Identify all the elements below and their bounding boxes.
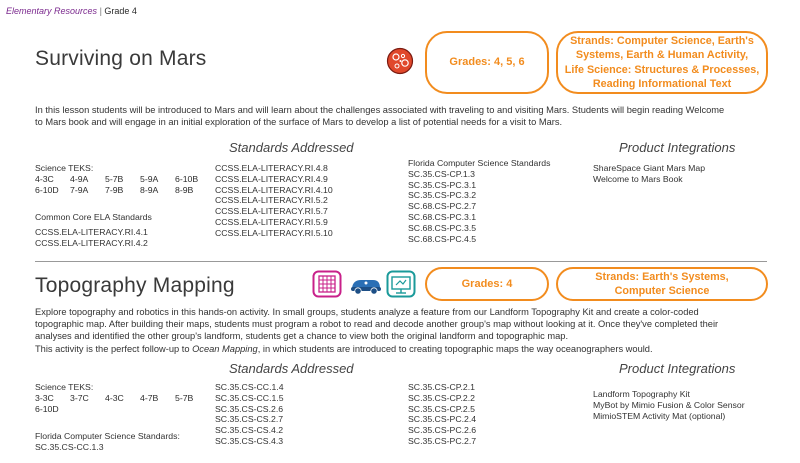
florida-code: SC.35.CS-CP.2.2 bbox=[408, 392, 475, 403]
lesson-title-topography: Topography Mapping bbox=[35, 274, 235, 297]
teks-code: 8-9B bbox=[175, 184, 194, 195]
florida-code: SC.68.CS-PC.2.7 bbox=[408, 201, 477, 212]
ela-label: Common Core ELA Standards bbox=[35, 212, 152, 222]
grade-label: Grade 4 bbox=[104, 6, 137, 16]
florida-label: Florida Computer Science Standards bbox=[408, 158, 551, 168]
strands-badge-topography bbox=[556, 267, 768, 301]
standards-heading-mars: Standards Addressed bbox=[229, 140, 354, 155]
strands-line: Strands: Computer Science, Earth's bbox=[570, 35, 754, 48]
grades-badge-topography: Grades: 4 bbox=[425, 267, 549, 301]
teks-label: Science TEKS: bbox=[35, 163, 94, 173]
brand-label: Elementary Resources bbox=[6, 6, 98, 16]
teks-code: 6-10D bbox=[35, 184, 59, 195]
ela-code: CCSS.ELA-LITERACY.RI.5.7 bbox=[215, 206, 328, 217]
lesson-description-mars bbox=[35, 104, 775, 128]
description-text: This activity is the perfect follow-up to bbox=[35, 343, 193, 354]
strands-line: Systems, Earth & Human Activity, bbox=[575, 49, 749, 62]
ela-code: CCSS.ELA-LITERACY.RI.5.10 bbox=[215, 227, 333, 238]
ela-code: CCSS.ELA-LITERACY.RI.4.8 bbox=[215, 163, 328, 173]
products-heading-topography: Product Integrations bbox=[619, 361, 736, 376]
mybot-robot-icon bbox=[349, 274, 383, 296]
description-line: to Mars book and will engage in an initial exploration of the surface of Mars to develop a list of potential needs for a visit to Mars. bbox=[35, 117, 563, 128]
florida-block-topography bbox=[35, 431, 180, 453]
grades-badge-mars: Grades: 4, 5, 6 bbox=[425, 31, 549, 94]
florida-code: SC.35.CS-CC.1.3 bbox=[35, 441, 104, 452]
florida-code: SC.35.CS-CS.4.3 bbox=[215, 435, 284, 446]
florida-code: SC.68.CS-PC.3.5 bbox=[408, 222, 477, 233]
florida-standards-mars bbox=[408, 158, 550, 244]
florida-code: SC.35.CS-CC.1.5 bbox=[215, 392, 284, 403]
florida-label: Florida Computer Science Standards: bbox=[35, 431, 180, 441]
ela-code: CCSS.ELA-LITERACY.RI.4.2 bbox=[35, 237, 148, 248]
activity-mat-icon bbox=[386, 270, 416, 298]
teks-code: 3-7C bbox=[70, 393, 89, 403]
florida-code: SC.35.CS-CP.2.5 bbox=[408, 403, 475, 414]
teks-code: 5-7B bbox=[175, 393, 194, 403]
ela-block-mars bbox=[35, 212, 152, 248]
standards-heading-topography: Standards Addressed bbox=[229, 361, 354, 376]
topography-map-icon bbox=[312, 270, 342, 298]
lesson-description-topography bbox=[35, 306, 795, 355]
strands-line: Reading Informational Text bbox=[592, 77, 732, 90]
florida-column-2-topography bbox=[215, 382, 284, 447]
florida-code: SC.35.CS-CS.2.7 bbox=[215, 414, 284, 425]
teks-grid-topography bbox=[35, 393, 210, 415]
florida-code: SC.35.CS-PC.3.2 bbox=[408, 190, 477, 201]
florida-code: SC.35.CS-PC.2.7 bbox=[408, 435, 477, 446]
florida-code: SC.68.CS-PC.4.5 bbox=[408, 233, 477, 244]
florida-code: SC.35.CS-CS.2.6 bbox=[215, 403, 284, 414]
teks-code: 6-10B bbox=[175, 174, 199, 184]
florida-code: SC.68.CS-PC.3.1 bbox=[408, 211, 477, 222]
teks-block-topography bbox=[35, 382, 93, 393]
description-line bbox=[35, 343, 795, 355]
product-item: MimioSTEM Activity Mat (optional) bbox=[593, 410, 726, 421]
florida-code: SC.35.CS-PC.3.1 bbox=[408, 179, 477, 190]
product-list-mars bbox=[593, 163, 705, 185]
product-list-topography bbox=[593, 389, 745, 421]
teks-code: 3-3C bbox=[35, 393, 54, 403]
description-line: topographic map. After building their maps, students must program a robot to read and decode another group's map without looking at it. Once they've completed their bbox=[35, 319, 719, 330]
description-line: In this lesson students will be introduced to Mars and will learn about the challenges associated with traveling to and visiting Mars. Students will begin reading Welcome bbox=[35, 105, 725, 115]
page-header bbox=[6, 6, 137, 16]
teks-code: 7-9A bbox=[70, 184, 89, 195]
product-item: Welcome to Mars Book bbox=[593, 173, 683, 184]
ela-code: CCSS.ELA-LITERACY.RI.5.2 bbox=[215, 195, 328, 206]
teks-code: 5-9A bbox=[140, 174, 159, 184]
ela-code: CCSS.ELA-LITERACY.RI.5.9 bbox=[215, 216, 328, 227]
product-item: Landform Topography Kit bbox=[593, 389, 690, 399]
ela-code: CCSS.ELA-LITERACY.RI.4.10 bbox=[215, 184, 333, 195]
strands-line: Strands: Earth's Systems, bbox=[595, 270, 729, 283]
description-text: , in which students are introduced to creating topographic maps the way oceanographers would. bbox=[257, 343, 653, 354]
teks-code: 5-7B bbox=[105, 174, 124, 184]
teks-code: 4-9A bbox=[70, 174, 89, 184]
florida-code: SC.35.CS-CP.1.3 bbox=[408, 168, 475, 179]
product-item: MyBot by Mimio Fusion & Color Sensor bbox=[593, 399, 745, 410]
teks-code: 4-3C bbox=[35, 174, 54, 184]
section-divider bbox=[35, 261, 767, 262]
strands-line: Life Science: Structures & Processes, bbox=[564, 63, 760, 76]
mars-planet-icon bbox=[386, 47, 414, 75]
teks-code: 6-10D bbox=[35, 403, 59, 414]
lesson-title-mars: Surviving on Mars bbox=[35, 47, 207, 70]
header-separator: | bbox=[99, 6, 102, 16]
florida-code: SC.35.CS-CC.1.4 bbox=[215, 382, 284, 392]
ela-code: CCSS.ELA-LITERACY.RI.4.1 bbox=[35, 226, 148, 237]
teks-block-mars bbox=[35, 163, 93, 174]
ela-column-2-mars bbox=[215, 163, 333, 239]
strands-line: Computer Science bbox=[614, 285, 710, 297]
florida-code: SC.35.CS-PC.2.4 bbox=[408, 414, 477, 425]
florida-code: SC.35.CS-CP.2.1 bbox=[408, 382, 475, 392]
description-line: analyses and identified the other group's landform, students get a chance to view both the original landform and topographic map. bbox=[35, 331, 569, 342]
teks-label: Science TEKS: bbox=[35, 382, 94, 392]
florida-code: SC.35.CS-PC.2.6 bbox=[408, 425, 477, 436]
strands-badge-mars bbox=[556, 31, 768, 94]
product-item: ShareSpace Giant Mars Map bbox=[593, 163, 706, 173]
florida-code: SC.35.CS-CS.4.2 bbox=[215, 425, 284, 436]
products-heading-mars: Product Integrations bbox=[619, 140, 736, 155]
teks-grid-mars bbox=[35, 174, 215, 196]
teks-code: 4-7B bbox=[140, 393, 159, 403]
description-line: Explore topography and robotics in this hands-on activity. In small groups, students analyze a feature from our Landform Topography Kit and create a color-coded bbox=[35, 307, 699, 317]
teks-code: 7-9B bbox=[105, 184, 124, 195]
ocean-mapping-reference: Ocean Mapping bbox=[192, 343, 258, 354]
teks-code: 4-3C bbox=[105, 393, 124, 403]
florida-column-3-topography bbox=[408, 382, 476, 447]
teks-code: 8-9A bbox=[140, 184, 159, 195]
ela-code: CCSS.ELA-LITERACY.RI.4.9 bbox=[215, 173, 328, 184]
